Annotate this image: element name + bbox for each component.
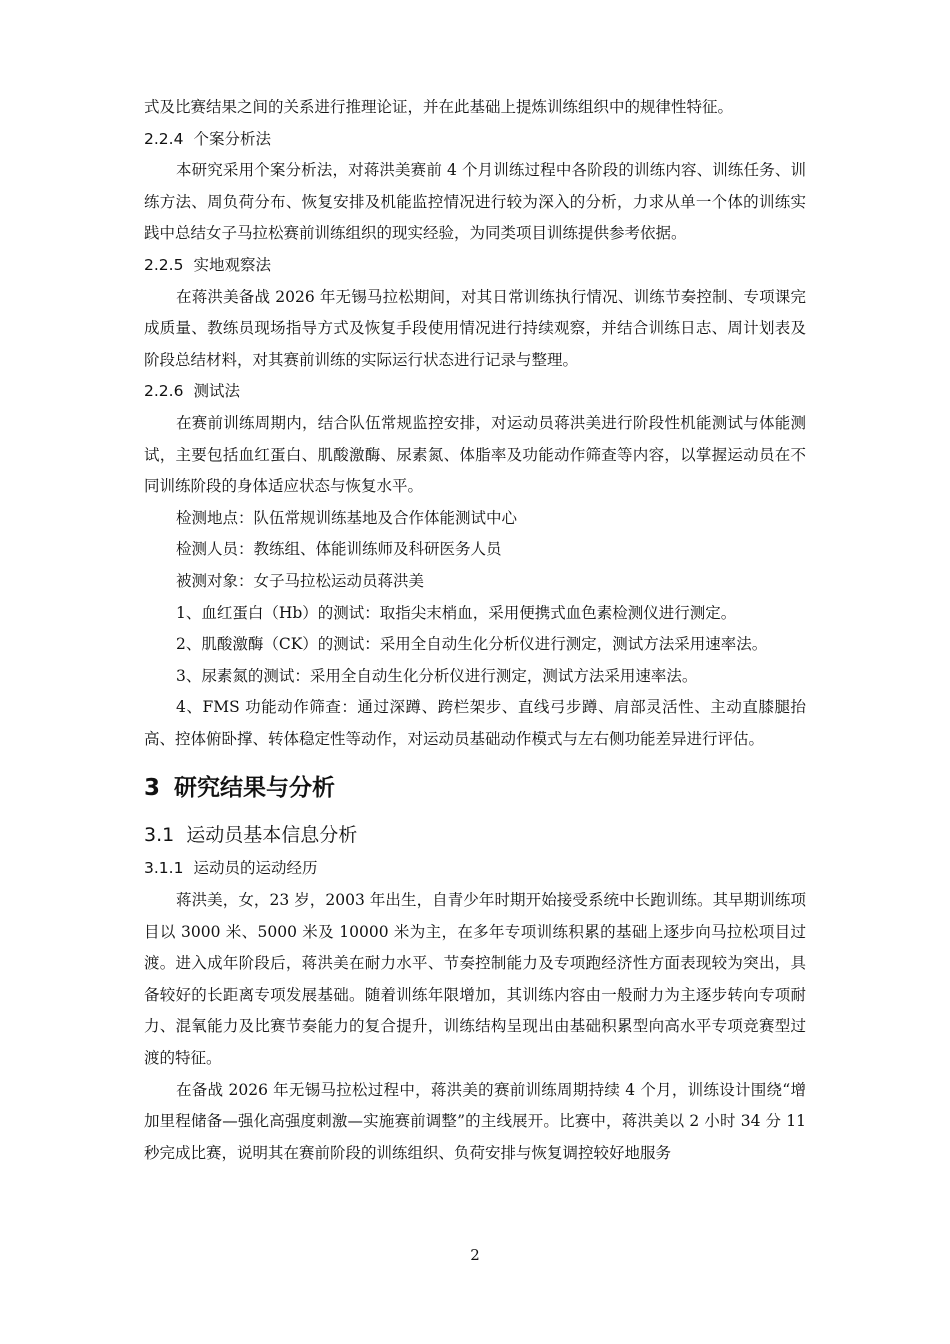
list-item-hemoglobin: 1、血红蛋白（Hb）的测试：取指尖末梢血，采用便携式血色素检测仪进行测定。 [176,603,737,622]
heading-3-1-1 [144,853,806,885]
heading-title: 个案分析法 [193,129,271,148]
heading-number: 2.2.4 [144,129,184,148]
paragraph-athlete-history: 蒋洪美，女，23 岁，2003 年出生，自青少年时期开始接受系统中长跑训练。其早期训练项目以 3000 米、5000 米及 10000 米为主，在多年专项训练积累的基础上逐步向马拉松项目过渡。进入成年阶段后，蒋洪美在耐力水平、节奏控制能力及专项跑经济性方面表现较为突出，具备较好的长距离专项发展基础。随着训练年限增加，其训练内容由一般耐力为主逐步转向专项耐力、混氧能力及比赛节奏能力的复合提升，训练结构呈现出由基础积累型向高水平专项竞赛型过渡的特征。 [144,891,806,1068]
heading-title: 研究结果与分析 [174,775,336,802]
list-item-urea-nitrogen: 3、尿素氮的测试：采用全自动生化分析仪进行测定，测试方法采用速率法。 [176,666,698,685]
heading-number: 3 [144,775,161,802]
paragraph-intro-tail: 式及比赛结果之间的关系进行推理论证，并在此基础上提炼训练组织中的规律性特征。 [144,98,734,116]
line-test-staff: 检测人员：教练组、体能训练师及科研医务人员 [176,540,502,559]
heading-3-1 [144,821,806,849]
page-number: 2 [470,1246,480,1264]
line-test-subject: 被测对象：女子马拉松运动员蒋洪美 [176,571,425,590]
heading-2-2-5 [144,250,806,282]
heading-number: 2.2.6 [144,382,184,401]
heading-title: 运动员的运动经历 [193,859,318,878]
heading-title: 运动员基本信息分析 [186,824,358,847]
heading-title: 测试法 [193,382,240,401]
heading-2-2-6 [144,376,806,408]
paragraph-race-preparation: 在备战 2026 年无锡马拉松过程中，蒋洪美的赛前训练周期持续 4 个月，训练设计围绕“增加里程储备—强化高强度刺激—实施赛前调整”的主线展开。比赛中，蒋洪美以 2 小时 34 分 11 秒完成比赛，说明其在赛前阶段的训练组织、负荷安排与恢复调控较好地服务 [144,1080,806,1162]
heading-number: 3.1 [144,824,175,847]
list-item-creatine-kinase: 2、肌酸激酶（CK）的测试：采用全自动生化分析仪进行测定，测试方法采用速率法。 [176,635,768,654]
heading-number: 2.2.5 [144,255,184,274]
list-item-fms: 4、FMS 功能动作筛查：通过深蹲、跨栏架步、直线弓步蹲、肩部灵活性、主动直膝腿抬高、控体俯卧撑、转体稳定性等动作，对运动员基础动作模式与左右侧功能差异进行评估。 [144,698,806,748]
line-test-site: 检测地点：队伍常规训练基地及合作体能测试中心 [176,508,518,527]
paragraph-case-analysis: 本研究采用个案分析法，对蒋洪美赛前 4 个月训练过程中各阶段的训练内容、训练任务、训练方法、周负荷分布、恢复安排及机能监控情况进行较为深入的分析，力求从单一个体的训练实践中总结女子马拉松赛前训练组织的现实经验，为同类项目训练提供参考依据。 [144,161,806,243]
heading-number: 3.1.1 [144,859,184,878]
heading-2-2-4 [144,124,806,156]
heading-title: 实地观察法 [193,255,271,274]
paragraph-testing-method: 在赛前训练周期内，结合队伍常规监控安排，对运动员蒋洪美进行阶段性机能测试与体能测试，主要包括血红蛋白、肌酸激酶、尿素氮、体脂率及功能动作筛查等内容，以掌握运动员在不同训练阶段的身体适应状态与恢复水平。 [144,413,806,496]
heading-chapter-3 [144,773,806,803]
paragraph-field-observation: 在蒋洪美备战 2026 年无锡马拉松期间，对其日常训练执行情况、训练节奏控制、专项课完成质量、教练员现场指导方式及恢复手段使用情况进行持续观察，并结合训练日志、周计划表及阶段总结材料，对其赛前训练的实际运行状态进行记录与整理。 [144,287,806,369]
